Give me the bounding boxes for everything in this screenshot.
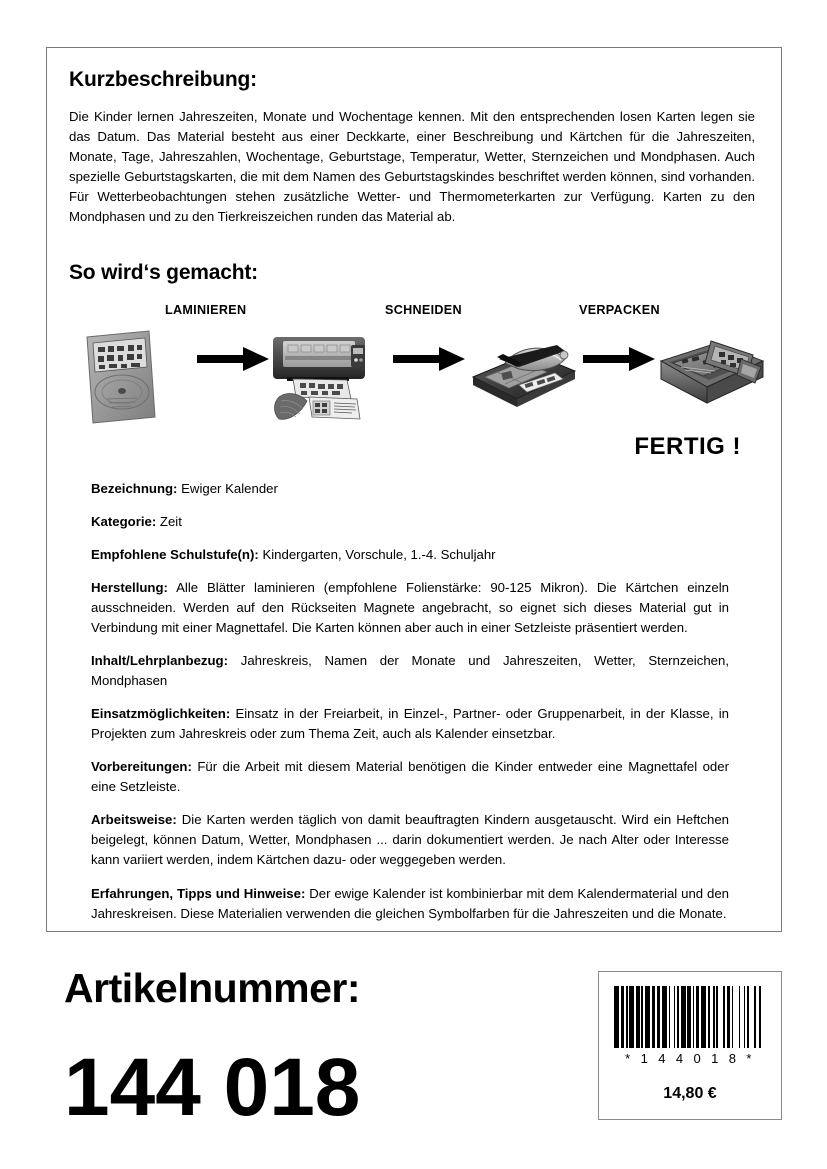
attribute-row-herstellung: [91, 578, 729, 638]
attribute-key: Empfohlene Schulstufe(n):: [91, 546, 259, 562]
attribute-row-arbeitsweise: [91, 810, 729, 870]
attribute-row-erfahrungen: [91, 884, 729, 924]
flow-label-laminieren: LAMINIEREN: [165, 302, 247, 317]
attribute-row-einsatzmoeglichkeiten: [91, 704, 729, 744]
barcode-bars: [614, 986, 766, 1048]
attribute-value: Alle Blätter laminieren (empfohlene Folienstärke: 90-125 Mikron). Die Kärtchen einzeln ausschneiden. Werden auf den Rückseiten Magnete angebracht, so eignet sich dieses Material gut in Verbindung mit einer Magnettafel. Die Karten können aber auch in einer Setzleiste präsentiert werden.: [91, 579, 729, 635]
attribute-value: Zeit: [159, 513, 182, 529]
attribute-value: Kindergarten, Vorschule, 1.-4. Schuljahr: [262, 546, 496, 562]
description-frame: [46, 47, 782, 932]
paper-trimmer-photo: [461, 333, 579, 415]
attribute-row-kategorie: [91, 512, 729, 532]
attribute-value: Der ewige Kalender ist kombinierbar mit dem Kalendermaterial und den Jahreskreisen. Diese Materialien verwenden die gleichen Symbolfarben für die Jahreszeiten und die Monate.: [91, 885, 729, 921]
arrow-right-icon-2: [393, 345, 467, 373]
flow-step-trimmer: [461, 333, 579, 415]
short-description-heading: Kurzbeschreibung:: [69, 68, 257, 91]
attribute-key: Bezeichnung:: [91, 480, 178, 496]
flow-label-schneiden: SCHNEIDEN: [385, 302, 462, 317]
how-to-heading: So wird‘s gemacht:: [69, 261, 258, 285]
short-description-body: Die Kinder lernen Jahreszeiten, Monate und Wochentage kennen. Mit den entsprechenden losen Karten legen sie das Datum. Das Material besteht aus einer Deckkarte, einer Beschreibung und Kärtchen für die Jahreszeiten, Monate, Tage, Jahreszahlen, Wochentage, Geburtstage, Temperatur, Wetter, Sternzeichen und Mondphasen. Auch spezielle Geburtstagskarten, die mit dem Namen des Geburtstagskindes beschriftet werden können, sind vorhanden. Für Wetterbeobachtungen stehen zusätzliche Wetter- und Thermometerkarten zur Verfügung. Karten zu den Mondphasen und zu den Tierkreiszeichen runden das Material ab.: [69, 109, 755, 225]
barcode-card: [598, 971, 782, 1120]
attribute-row-lehrplanbezug: [91, 651, 729, 691]
flow-step-packed-box: [655, 333, 767, 409]
flow-step-laminator: [265, 323, 375, 427]
barcode-price: 14,80 €: [663, 1085, 717, 1102]
attribute-row-vorbereitungen: [91, 757, 729, 797]
article-number-label: Artikelnummer:: [64, 965, 361, 1011]
attribute-list: [69, 479, 755, 924]
article-number-value: 144 018: [64, 1042, 361, 1133]
attribute-key: Arbeitsweise:: [91, 812, 177, 828]
attribute-key: Kategorie:: [91, 513, 157, 529]
attribute-value: Jahreskreis, Namen der Monate und Jahreszeiten, Wetter, Sternzeichen, Mondphasen: [91, 652, 729, 688]
article-number-block: [64, 965, 361, 1133]
attribute-value: Einsatz in der Freiarbeit, in Einzel-, Partner- oder Gruppenarbeit, in der Klasse, in Projekten zum Jahreskreis oder zum Thema Zeit, auch als Kalender einsetzbar.: [91, 706, 729, 742]
attribute-row-schulstufe: [91, 545, 729, 565]
attribute-key: Herstellung:: [91, 579, 168, 595]
attribute-value: Für die Arbeit mit diesem Material benötigen die Kinder entweder eine Magnettafel oder eine Setzleiste.: [91, 759, 729, 795]
barcode-bar: [761, 986, 766, 1048]
printed-sheet-folder-photo: [77, 329, 161, 425]
barcode-digits: * 1 4 4 0 1 8 *: [625, 1051, 755, 1066]
arrow-right-icon-1: [197, 345, 271, 373]
flow-step-printed-sheet: [77, 329, 161, 425]
attribute-value: Die Karten werden täglich von damit beauftragten Kindern ausgetauscht. Wird ein Heftchen beigelegt, können Datum, Wetter, Mondphasen ... darin dokumentiert werden. Je nach Alter oder Interesse kann variiert werden, indem Kärtchen dazu- oder weggegeben werden.: [91, 812, 729, 868]
fertig-label: FERTIG !: [634, 432, 741, 460]
production-flow-diagram: [69, 299, 755, 460]
attribute-row-bezeichnung: [91, 479, 729, 499]
arrow-right-icon-3: [583, 345, 657, 373]
flow-label-verpacken: VERPACKEN: [579, 302, 660, 317]
packed-card-box-photo: [655, 333, 767, 409]
attribute-key: Einsatzmöglichkeiten:: [91, 706, 231, 722]
attribute-key: Vorbereitungen:: [91, 759, 192, 775]
laminator-machine-photo: [265, 323, 375, 427]
attribute-key: Inhalt/Lehrplanbezug:: [91, 652, 229, 668]
attribute-key: Erfahrungen, Tipps und Hinweise:: [91, 885, 306, 901]
attribute-value: Ewiger Kalender: [181, 480, 278, 496]
